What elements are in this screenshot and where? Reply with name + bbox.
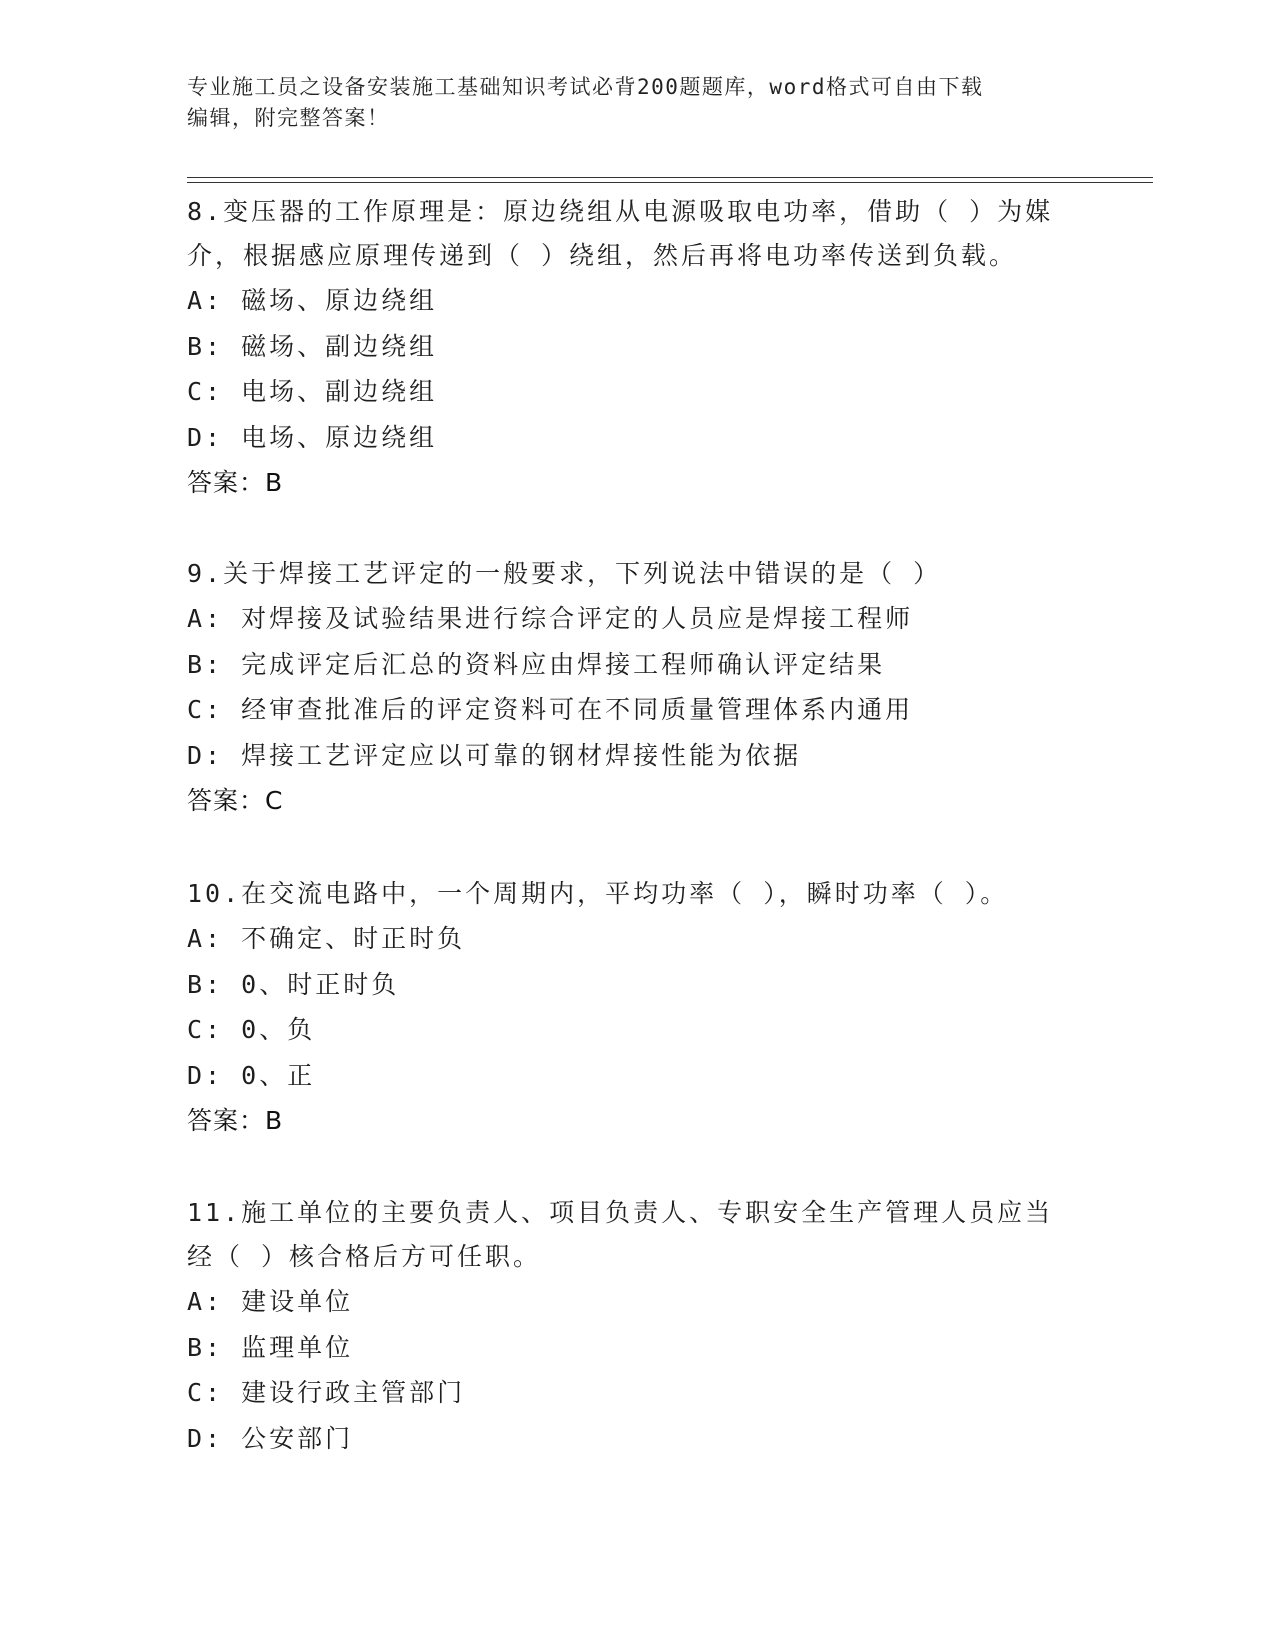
answer: 答案：B [187,468,284,497]
question-text-line-1: 11.施工单位的主要负责人、项目负责人、专职安全生产管理人员应当 [187,1198,1054,1227]
option-a: A: 建设单位 [187,1287,354,1316]
question-text-line-1: 9.关于焊接工艺评定的一般要求，下列说法中错误的是（ ） [187,559,942,588]
option-d: D: 公安部门 [187,1423,354,1453]
header-divider-bottom [187,182,1153,183]
answer: 答案：B [187,1106,284,1135]
option-c: C: 经审查批准后的评定资料可在不同质量管理体系内通用 [187,695,914,724]
question-text-line-1: 10.在交流电路中，一个周期内，平均功率（ ），瞬时功率（ ）。 [187,879,1009,908]
option-c: C: 建设行政主管部门 [187,1378,466,1407]
option-a: A: 对焊接及试验结果进行综合评定的人员应是焊接工程师 [187,604,914,633]
option-a: A: 磁场、原边绕组 [187,286,438,315]
document-header [187,72,1087,134]
question-9 [187,552,1087,823]
option-b: B: 监理单位 [187,1332,354,1362]
option-a: A: 不确定、时正时负 [187,924,466,953]
question-11 [187,1191,1087,1461]
option-b: B: 磁场、副边绕组 [187,331,438,361]
question-text-line-2: 介，根据感应原理传递到（ ）绕组，然后再将电功率传送到负载。 [187,241,1018,270]
question-text-line-2: 经（ ）核合格后方可任职。 [187,1242,542,1271]
header-title-line-1: 专业施工员之设备安装施工基础知识考试必背200题题库，word格式可自由下载 [187,75,984,99]
option-d: D: 焊接工艺评定应以可靠的钢材焊接性能为依据 [187,740,802,770]
option-d: D: 0、正 [187,1060,316,1090]
question-10 [187,872,1087,1143]
option-c: C: 0、负 [187,1015,316,1044]
header-title-line-2: 编辑，附完整答案！ [187,106,390,130]
question-8 [187,190,1087,505]
option-c: C: 电场、副边绕组 [187,377,438,406]
question-text-line-1: 8.变压器的工作原理是：原边绕组从电源吸取电功率，借助（ ）为媒 [187,197,1054,226]
answer: 答案：C [187,786,284,815]
header-divider-top [187,177,1153,178]
option-b: B: 0、时正时负 [187,969,400,999]
option-d: D: 电场、原边绕组 [187,422,438,452]
option-b: B: 完成评定后汇总的资料应由焊接工程师确认评定结果 [187,649,886,679]
